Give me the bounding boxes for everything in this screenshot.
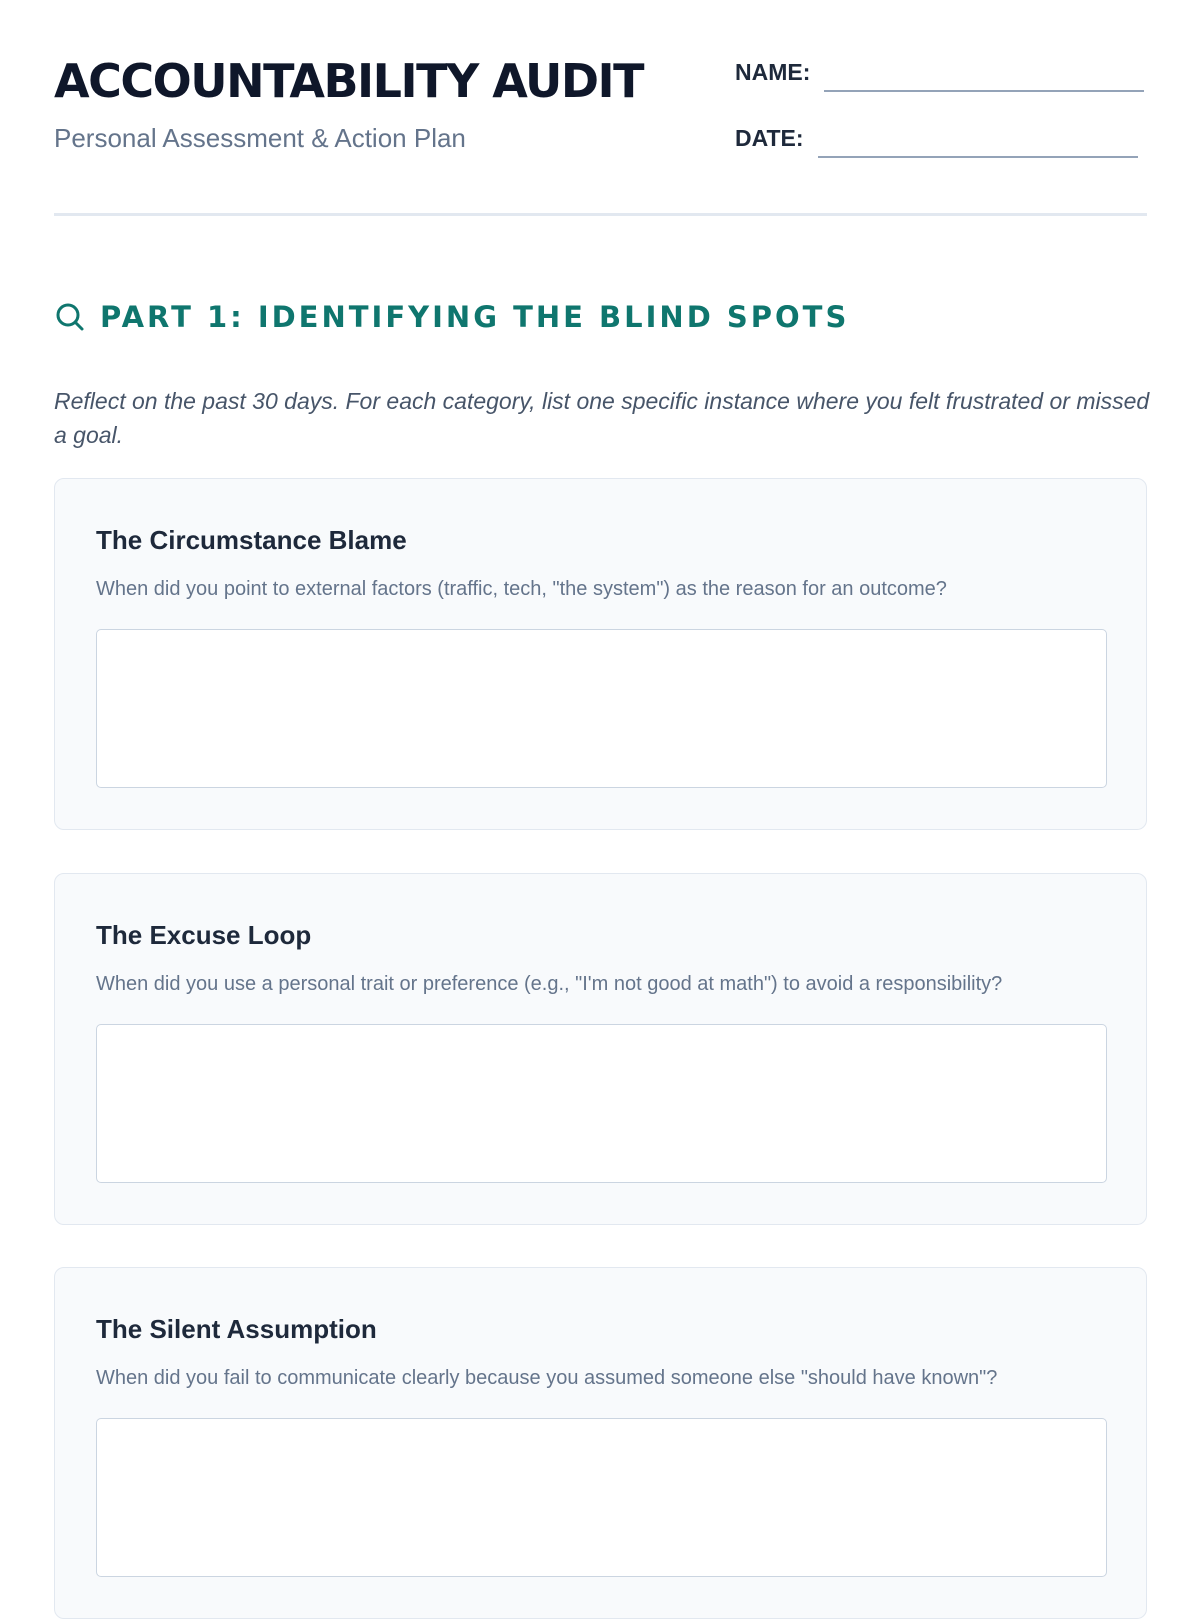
card-prompt: When did you fail to communicate clearly because you assumed someone else "should have known"? <box>96 1367 998 1389</box>
date-label: DATE: <box>735 125 804 151</box>
header <box>54 0 1147 216</box>
reflection-card <box>54 1267 1147 1619</box>
name-input[interactable] <box>824 90 1144 92</box>
name-field-row <box>735 58 1144 86</box>
reflection-card <box>54 873 1147 1225</box>
card-title: The Excuse Loop <box>96 920 312 950</box>
answer-textarea[interactable] <box>96 629 1107 788</box>
name-label: NAME: <box>735 59 811 85</box>
card-prompt: When did you point to external factors (traffic, tech, "the system") as the reason for an outcome? <box>96 578 947 600</box>
reflection-card <box>54 478 1147 830</box>
worksheet-page <box>54 0 1150 1389</box>
section-instructions: Reflect on the past 30 days. For each category, list one specific instance where you felt frustrated or missed a goal. <box>54 388 1150 448</box>
date-field-row <box>735 124 1138 152</box>
page-title: ACCOUNTABILITY AUDIT <box>54 54 644 108</box>
date-input[interactable] <box>818 156 1138 158</box>
card-title: The Circumstance Blame <box>96 525 407 555</box>
card-title: The Silent Assumption <box>96 1314 377 1344</box>
section-title: PART 1: IDENTIFYING THE BLIND SPOTS <box>100 300 850 334</box>
search-icon <box>54 301 86 333</box>
page-subtitle: Personal Assessment & Action Plan <box>54 123 466 153</box>
answer-textarea[interactable] <box>96 1024 1107 1183</box>
card-prompt: When did you use a personal trait or preference (e.g., "I'm not good at math") to avoid a responsibility? <box>96 973 1003 995</box>
section-heading <box>54 300 849 334</box>
answer-textarea[interactable] <box>96 1418 1107 1577</box>
